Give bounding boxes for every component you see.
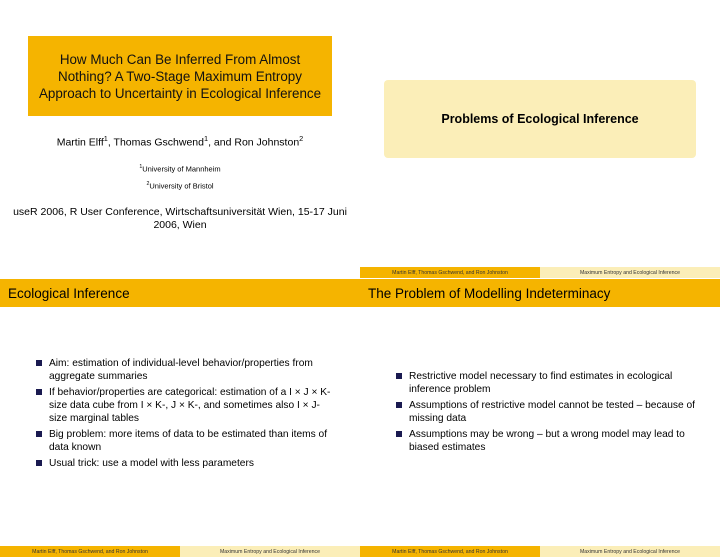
bullet-square-icon — [396, 431, 402, 437]
author-3: , and Ron Johnston — [208, 136, 300, 149]
frame-title: The Problem of Modelling Indeterminacy — [360, 279, 720, 307]
footer-title: Maximum Entropy and Ecological Inference — [540, 546, 720, 557]
affiliation-1-name: University of Mannheim — [142, 164, 221, 174]
affiliation-1-mark: 1 — [139, 164, 143, 170]
slide-footer — [360, 546, 720, 557]
footer-authors: Martin Elff, Thomas Gschwend, and Ron Johnston — [0, 546, 180, 557]
list-item — [396, 370, 696, 396]
bullet-square-icon — [36, 460, 42, 466]
list-item — [36, 428, 336, 454]
bullet-text: Big problem: more items of data to be estimated than items of data known — [49, 429, 328, 453]
conference-info: useR 2006, R User Conference, Wirtschaftsuniversität Wien, 15-17 Juni 2006, Wien — [13, 206, 347, 231]
bullet-text: Assumptions of restrictive model cannot be tested – because of missing data — [409, 400, 695, 424]
list-item — [36, 386, 336, 425]
bullet-text: Restrictive model necessary to find estimates in ecological inference problem — [409, 371, 673, 395]
bullet-square-icon — [396, 373, 402, 379]
frame-title: Ecological Inference — [0, 279, 360, 307]
affiliation-2 — [0, 181, 360, 191]
bullet-list — [396, 370, 696, 457]
bullet-square-icon — [36, 389, 42, 395]
footer-title: Maximum Entropy and Ecological Inference — [180, 546, 360, 557]
bullet-list — [36, 357, 336, 473]
affiliation-1 — [0, 164, 360, 174]
ecological-inference-slide — [0, 279, 360, 557]
section-slide — [360, 0, 720, 278]
bullet-text: If behavior/properties are categorical: estimation of a I × J × K-size data cube from I × K-, J × K-, and sometimes also I × J-size marginal tables — [49, 387, 331, 424]
bullet-square-icon — [396, 402, 402, 408]
bullet-text: Assumptions may be wrong – but a wrong model may lead to biased estimates — [409, 429, 685, 453]
section-title-box — [384, 80, 696, 158]
bullet-square-icon — [36, 431, 42, 437]
author-1-affil: 1 — [103, 134, 108, 143]
slide-footer — [360, 267, 720, 278]
presentation-title — [28, 36, 332, 116]
bullet-text: Usual trick: use a model with less parameters — [49, 458, 254, 469]
footer-authors: Martin Elff, Thomas Gschwend, and Ron Johnston — [360, 267, 540, 278]
section-title: Problems of Ecological Inference — [441, 112, 639, 126]
footer-title: Maximum Entropy and Ecological Inference — [540, 267, 720, 278]
list-item — [396, 399, 696, 425]
title-slide — [0, 0, 360, 278]
bullet-text: Aim: estimation of individual-level behavior/properties from aggregate summaries — [49, 358, 313, 382]
footer-authors: Martin Elff, Thomas Gschwend, and Ron Johnston — [360, 546, 540, 557]
list-item — [396, 428, 696, 454]
presentation-title-text: How Much Can Be Inferred From Almost Nothing? A Two-Stage Maximum Entropy Approach to Uncertainty in Ecological Inference — [38, 51, 322, 101]
slide-footer — [0, 546, 360, 557]
author-2-affil: 1 — [204, 134, 209, 143]
author-3-affil: 2 — [299, 134, 304, 143]
bullet-square-icon — [36, 360, 42, 366]
author-line — [0, 134, 360, 149]
author-2: , Thomas Gschwend — [107, 136, 204, 149]
author-1: Martin Elff — [56, 136, 104, 149]
affiliation-2-name: University of Bristol — [149, 181, 214, 191]
modelling-indeterminacy-slide — [360, 279, 720, 557]
list-item — [36, 357, 336, 383]
list-item — [36, 457, 336, 470]
affiliation-2-mark: 2 — [146, 181, 150, 187]
